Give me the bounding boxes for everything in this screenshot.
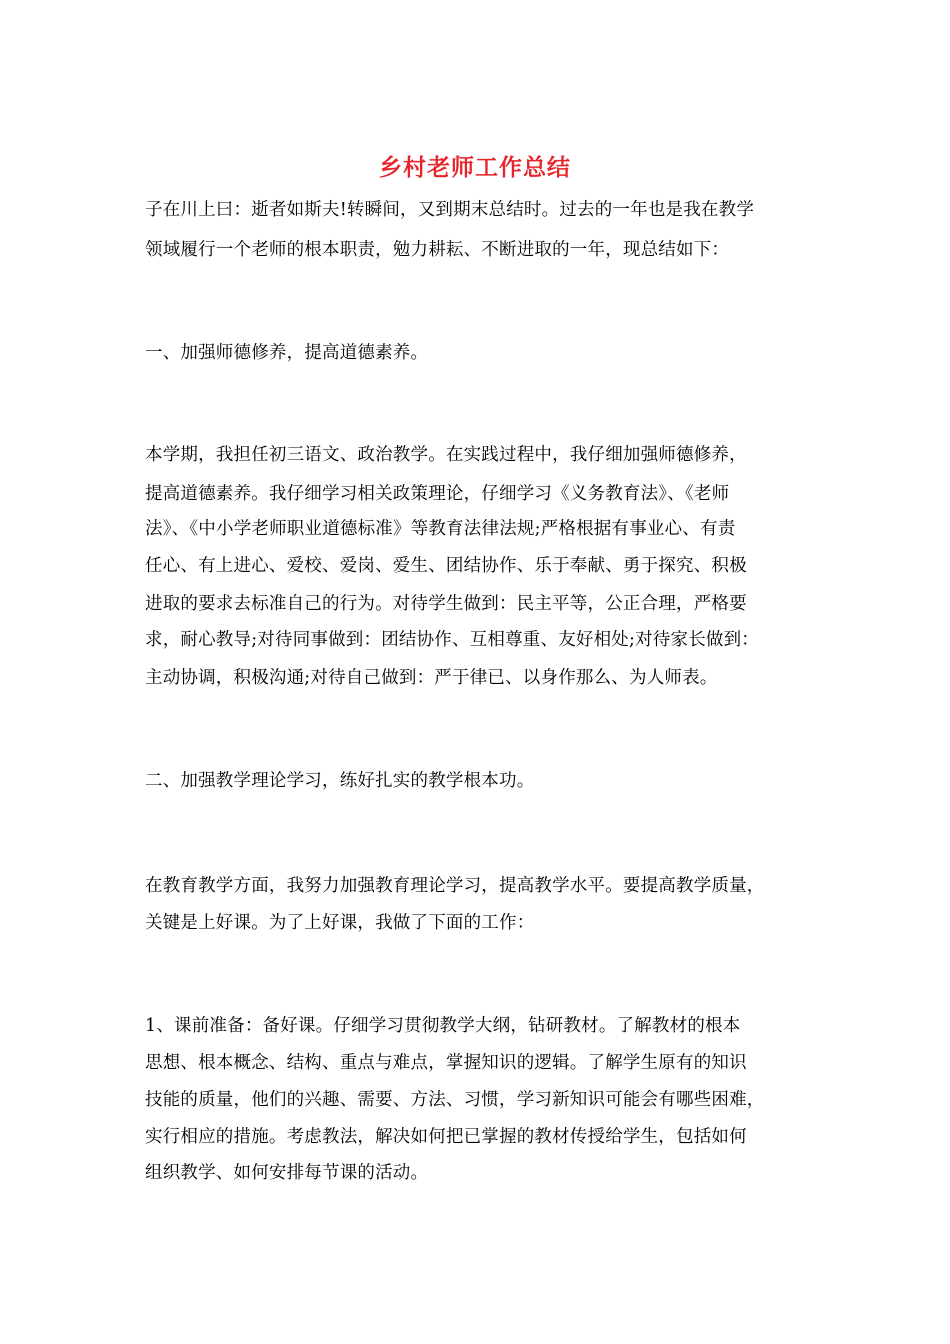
paragraph-line: 技能的质量，他们的兴趣、需要、方法、习惯，学习新知识可能会有哪些困难，: [145, 1090, 765, 1110]
paragraph-line: 在教育教学方面，我努力加强教育理论学习，提高教学水平。要提高教学质量，: [145, 876, 765, 896]
paragraph-line: 任心、有上进心、爱校、爱岗、爱生、团结协作、乐于奉献、勇于探究、积极: [145, 556, 747, 576]
paragraph-line: 进取的要求去标准自己的行为。对待学生做到：民主平等，公正合理，严格要: [145, 594, 747, 614]
paragraph-line: 提高道德素养。我仔细学习相关政策理论，仔细学习《义务教育法》、《老师: [145, 484, 730, 504]
paragraph-line: 思想、根本概念、结构、重点与难点，掌握知识的逻辑。了解学生原有的知识: [145, 1053, 747, 1073]
paragraph-line: 关键是上好课。为了上好课，我做了下面的工作：: [145, 913, 535, 933]
intro-line: 子在川上曰：逝者如斯夫!转瞬间，又到期末总结时。过去的一年也是我在教学: [145, 200, 755, 220]
intro-line: 领域履行一个老师的根本职责，勉力耕耘、不断进取的一年，现总结如下：: [145, 240, 730, 260]
paragraph-line: 本学期，我担任初三语文、政治教学。在实践过程中，我仔细加强师德修养，: [145, 445, 747, 465]
section-heading-2: 二、加强教学理论学习，练好扎实的教学根本功。: [145, 771, 535, 791]
paragraph-line: 实行相应的措施。考虑教法，解决如何把已掌握的教材传授给学生，包括如何: [145, 1127, 747, 1147]
paragraph-line: 求，耐心教导;对待同事做到：团结协作、互相尊重、友好相处;对待家长做到：: [145, 630, 759, 650]
paragraph-line: 法》、《中小学老师职业道德标准》等教育法律法规;严格根据有事业心、有责: [145, 519, 736, 539]
paragraph-line: 1、课前准备：备好课。仔细学习贯彻教学大纲，钻研教材。了解教材的根本: [145, 1016, 741, 1036]
paragraph-line: 组织教学、如何安排每节课的活动。: [145, 1163, 429, 1183]
document-title: 乡村老师工作总结: [379, 154, 571, 181]
paragraph-line: 主动协调，积极沟通;对待自己做到：严于律已、以身作那么、为人师表。: [145, 668, 718, 688]
section-heading-1: 一、加强师德修养，提高道德素养。: [145, 343, 429, 363]
